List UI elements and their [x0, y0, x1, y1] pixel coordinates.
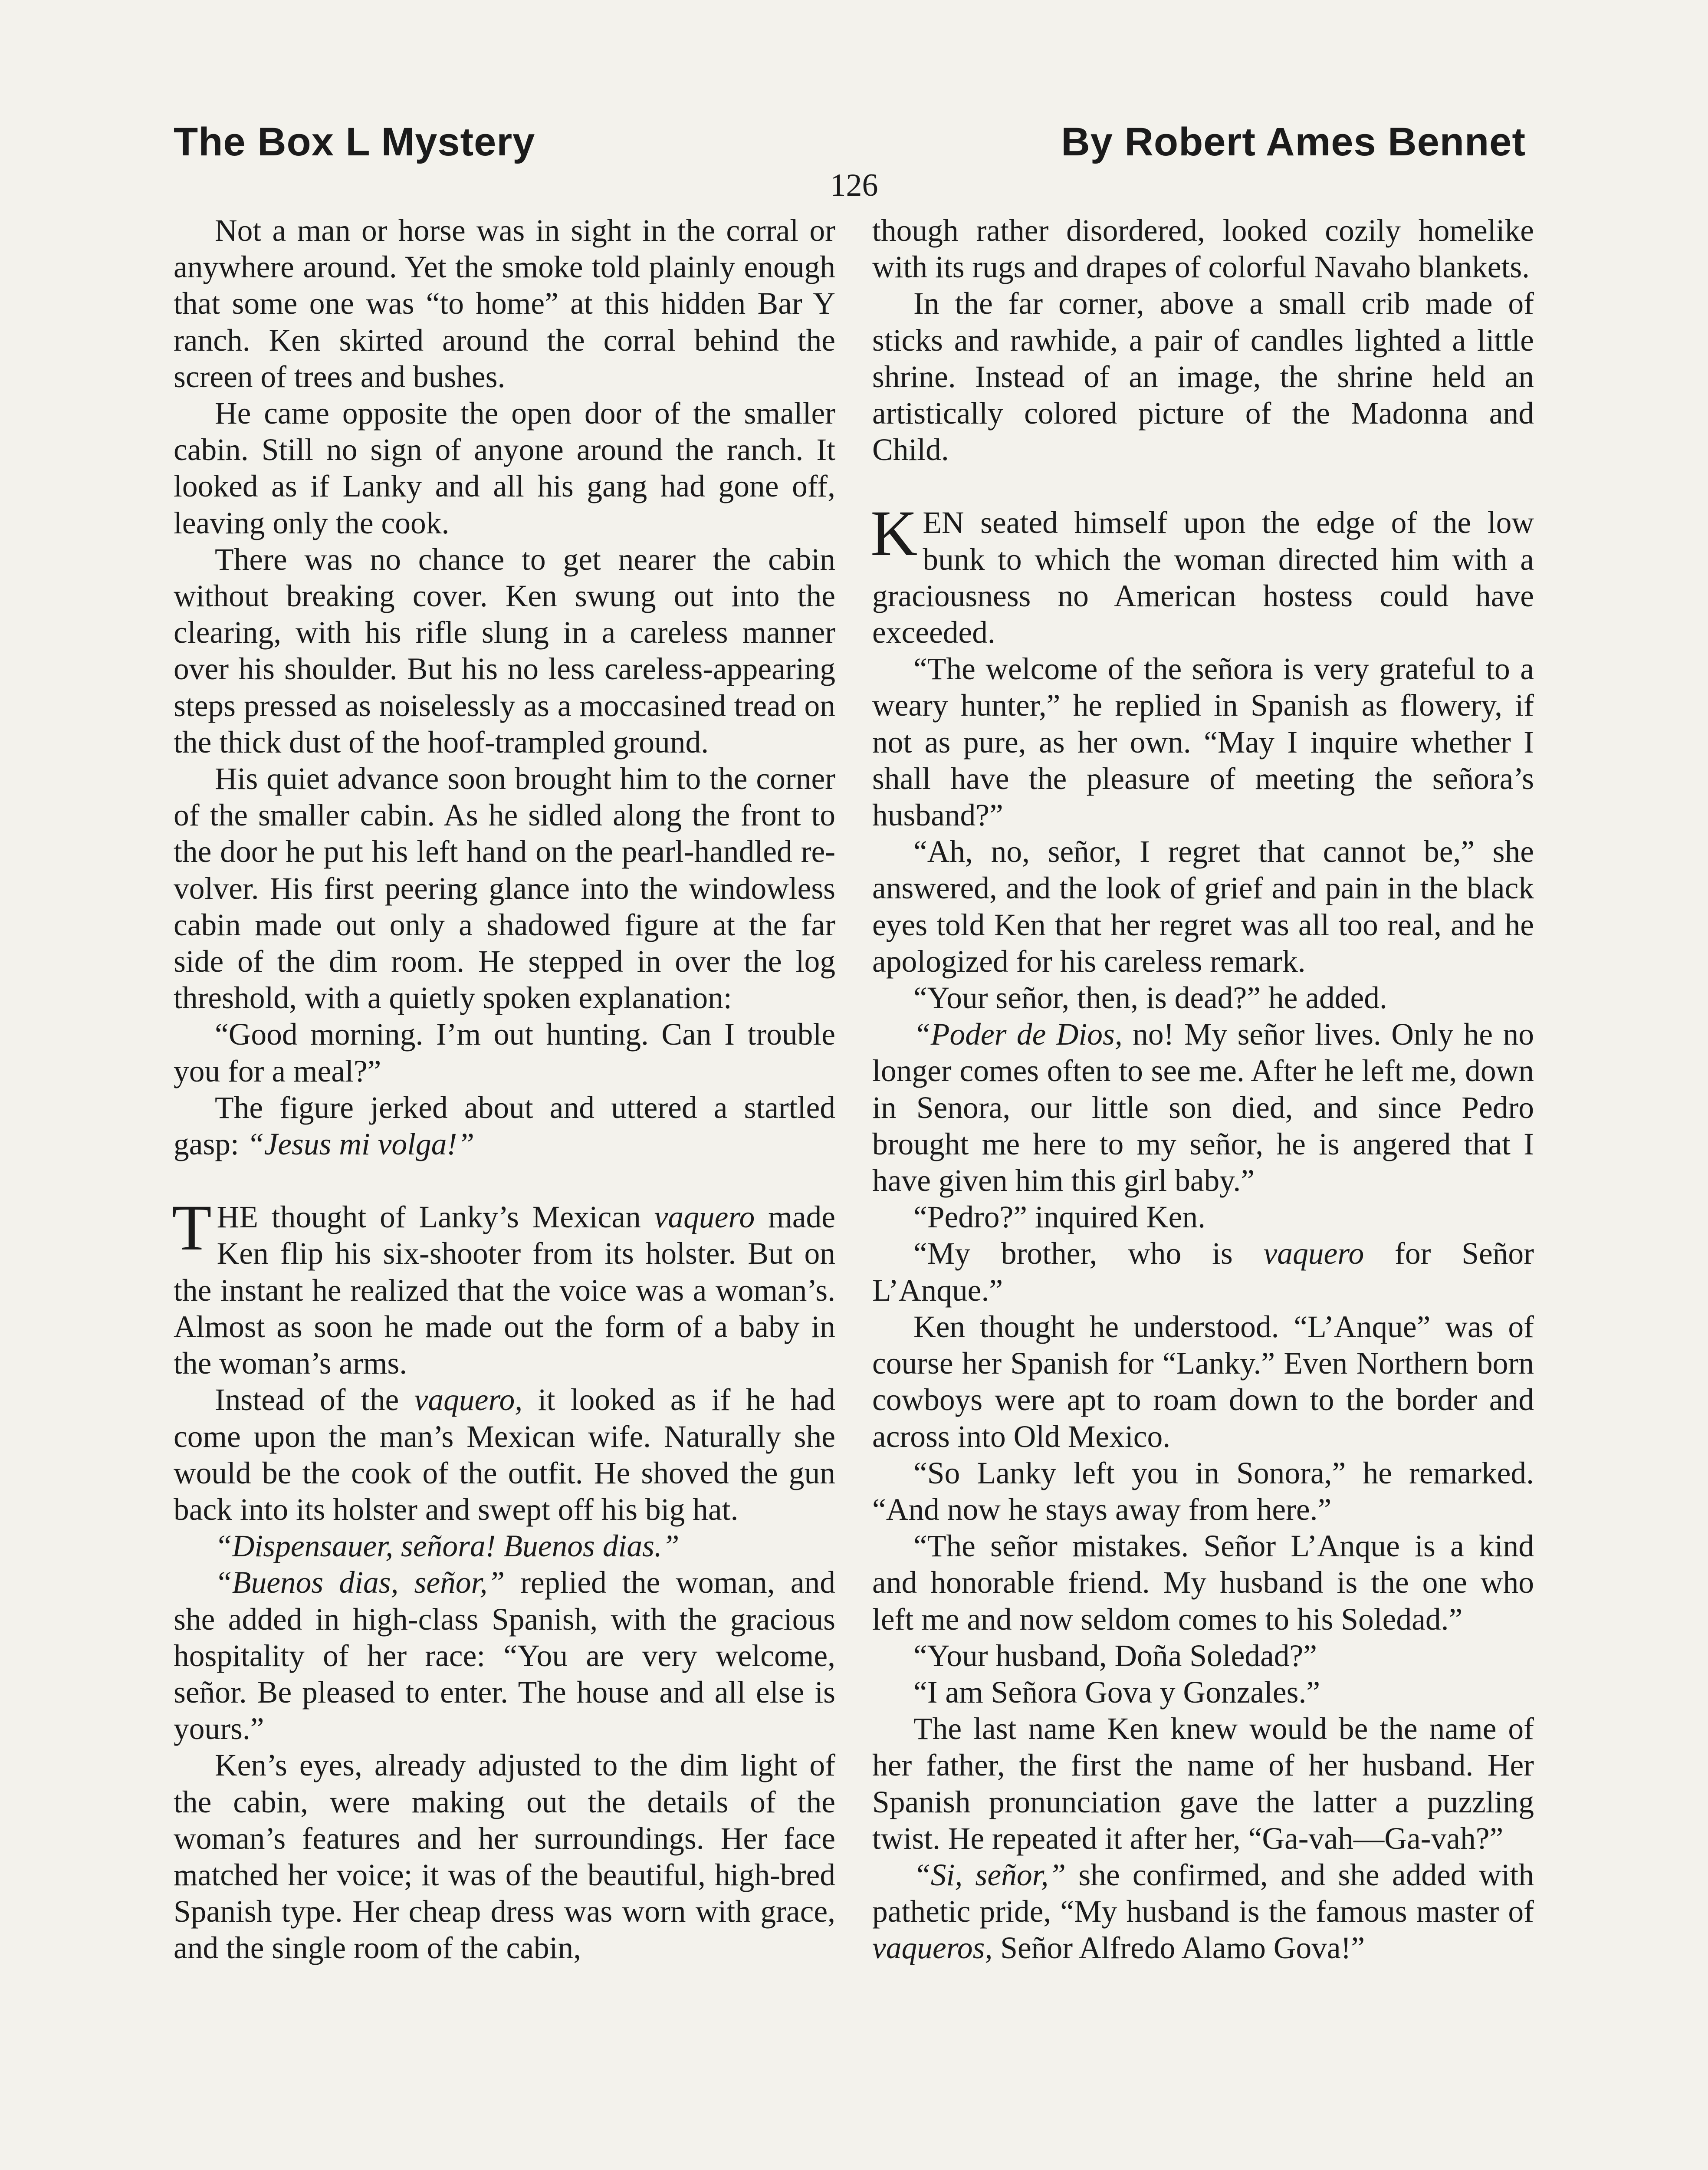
italic-word: vaquero — [1263, 1236, 1364, 1271]
paragraph — [872, 1857, 1534, 1967]
paragraph-text: The figure jerked about and uttered a startled gasp: — [174, 1090, 835, 1162]
spanish-phrase: “Buenos dias, señor,” — [215, 1565, 505, 1600]
paragraph-text: for Señor L’Anque.” — [872, 1236, 1534, 1308]
drop-cap: T — [172, 1192, 212, 1264]
paragraph: “Your husband, Doña Soledad?” — [913, 1638, 1317, 1673]
drop-cap: K — [870, 497, 918, 570]
paragraph-text: Señor Alfredo Alamo Gova!” — [992, 1931, 1365, 1966]
right-column — [872, 213, 1534, 1967]
paragraph: “The señor mistakes. Señor L’Anque is a kind and honorable friend. My husband is the one who left me and now seldom comes to his Soledad.” — [872, 1529, 1534, 1637]
italic-word: vaquero, — [414, 1383, 523, 1417]
paragraph: though rather disordered, looked cozily homelike with its rugs and drapes of colorful Navaho blankets. — [872, 214, 1534, 285]
paragraph: “So Lanky left you in Sonora,” he remarked. “And now he stays away from here.” — [872, 1456, 1534, 1527]
paragraph — [174, 1090, 835, 1163]
paragraph: “Pedro?” inquired Ken. — [913, 1200, 1206, 1235]
paragraph-text: replied the woman, and she added in high-class Spanish, with the gracious hospitality of her race: “You are very welcome, señor. Be pleased to enter. The house and all else is yours.” — [174, 1565, 835, 1746]
paragraph-text: no! My señor lives. Only he no longer comes often to see me. After he left me, down in Senora, our little son died, and since Pedro brought me here to my señor, he is angered that I have given him this girl baby.” — [872, 1017, 1534, 1198]
spanish-phrase: “Dispensauer, señora! Buenos dias.” — [215, 1529, 680, 1564]
section-paragraph — [172, 1192, 835, 1382]
section-paragraph — [870, 497, 1534, 651]
story-author: By Robert Ames Bennet — [1061, 120, 1526, 164]
paragraph-text: “My brother, who is — [913, 1236, 1264, 1271]
paragraph-text: she confirmed, and she added with pathetic pride, “My husband is the famous master of — [872, 1858, 1534, 1929]
spanish-phrase: “Poder de Dios, — [913, 1017, 1123, 1052]
paragraph-text: made Ken flip his six-shooter from its holster. But on the instant he realized that the voice was a woman’s. Almost as soon he made out the form of a baby in the woman’s arms. — [174, 1200, 835, 1381]
paragraph: “Good morning. I’m out hunting. Can I trouble you for a meal?” — [174, 1017, 835, 1088]
page-number: 126 — [830, 168, 878, 203]
paragraph: He came opposite the open door of the smaller cabin. Still no sign of anyone around the ranch. It looked as if Lanky and all his gang had gone off, leaving only the cook. — [174, 396, 835, 540]
paragraph — [174, 1565, 835, 1747]
paragraph — [872, 1016, 1534, 1199]
paragraph: “I am Señora Gova y Gonzales.” — [913, 1675, 1320, 1710]
paragraph-text: HE thought of Lanky’s Mexican — [217, 1200, 654, 1235]
story-title: The Box L Mystery — [174, 120, 535, 164]
spanish-phrase: “Si, señor,” — [913, 1858, 1066, 1892]
paragraph-text: EN seated himself upon the edge of the low bunk to which the woman directed him with a graciousness no American hostess could have exceeded. — [872, 506, 1534, 650]
left-column — [174, 213, 835, 1967]
page-header — [174, 119, 1526, 165]
paragraph: “The welcome of the señora is very grateful to a weary hunter,” he replied in Spanish as flowery, if not as pure, as her own. “May I inquire whether I shall have the pleasure of meeting the señora’s husband?” — [872, 652, 1534, 833]
paragraph: In the far corner, above a small crib made of sticks and rawhide, a pair of candles lighted a little shrine. Instead of an image, the shrine held an artistically colored picture of the Madonna and Child. — [872, 286, 1534, 467]
paragraph: The last name Ken knew would be the name of her father, the first the name of her husband. Her Spanish pronunciation gave the latter a puzzling twist. He repeated it after her, “Ga-vah—Ga-vah?” — [872, 1712, 1534, 1856]
paragraph: Ken’s eyes, already adjusted to the dim light of the cabin, were making out the details of the woman’s features and her surroundings. Her face matched her voice; it was of the beautiful, high-bred Spanish type. Her cheap dress was worn with grace, and the single room of the cabin, — [174, 1748, 835, 1966]
paragraph: His quiet advance soon brought him to the corner of the smaller cabin. As he sidled along the front to the door he put his left hand on the pearl-handled revolver. His first peering glance into the windowless cabin made out only a shadowed figure at the far side of the dim room. He stepped in over the log threshold, with a quietly spoken explanation: — [174, 762, 835, 1016]
paragraph-text: Instead of the — [215, 1383, 414, 1417]
paragraph: Ken thought he understood. “L’Anque” was of course her Spanish for “Lanky.” Even Northern born cowboys were apt to roam down to the border and across into Old Mexico. — [872, 1309, 1534, 1454]
spanish-phrase: “Jesus mi volga!” — [246, 1127, 475, 1162]
italic-word: vaquero — [654, 1200, 755, 1235]
paragraph: “Ah, no, señor, I regret that cannot be,” she answered, and the look of grief and pain in the black eyes told Ken that her regret was all too real, and he apologized for his careless remark. — [872, 835, 1534, 979]
paragraph: Not a man or horse was in sight in the corral or anywhere around. Yet the smoke told plainly enough that some one was “to home” at this hidden Bar Y ranch. Ken skirted around the corral behind the screen of trees and bushes. — [174, 214, 835, 394]
paragraph — [872, 1236, 1534, 1309]
paragraph: There was no chance to get nearer the cabin without breaking cover. Ken swung out into the clearing, with his rifle slung in a careless manner over his shoulder. But his no less careless-appearing steps pressed as noiselessly as a moccasined tread on the thick dust of the hoof-trampled ground. — [174, 542, 835, 760]
paragraph-text: it looked as if he had come upon the man’s Mexican wife. Naturally she would be the cook of the outfit. He shoved the gun back into its holster and swept off his big hat. — [174, 1383, 835, 1527]
paragraph: “Your señor, then, is dead?” he added. — [913, 981, 1387, 1016]
paragraph — [174, 1528, 835, 1565]
paragraph — [174, 1382, 835, 1528]
italic-word: vaqueros, — [872, 1931, 993, 1966]
